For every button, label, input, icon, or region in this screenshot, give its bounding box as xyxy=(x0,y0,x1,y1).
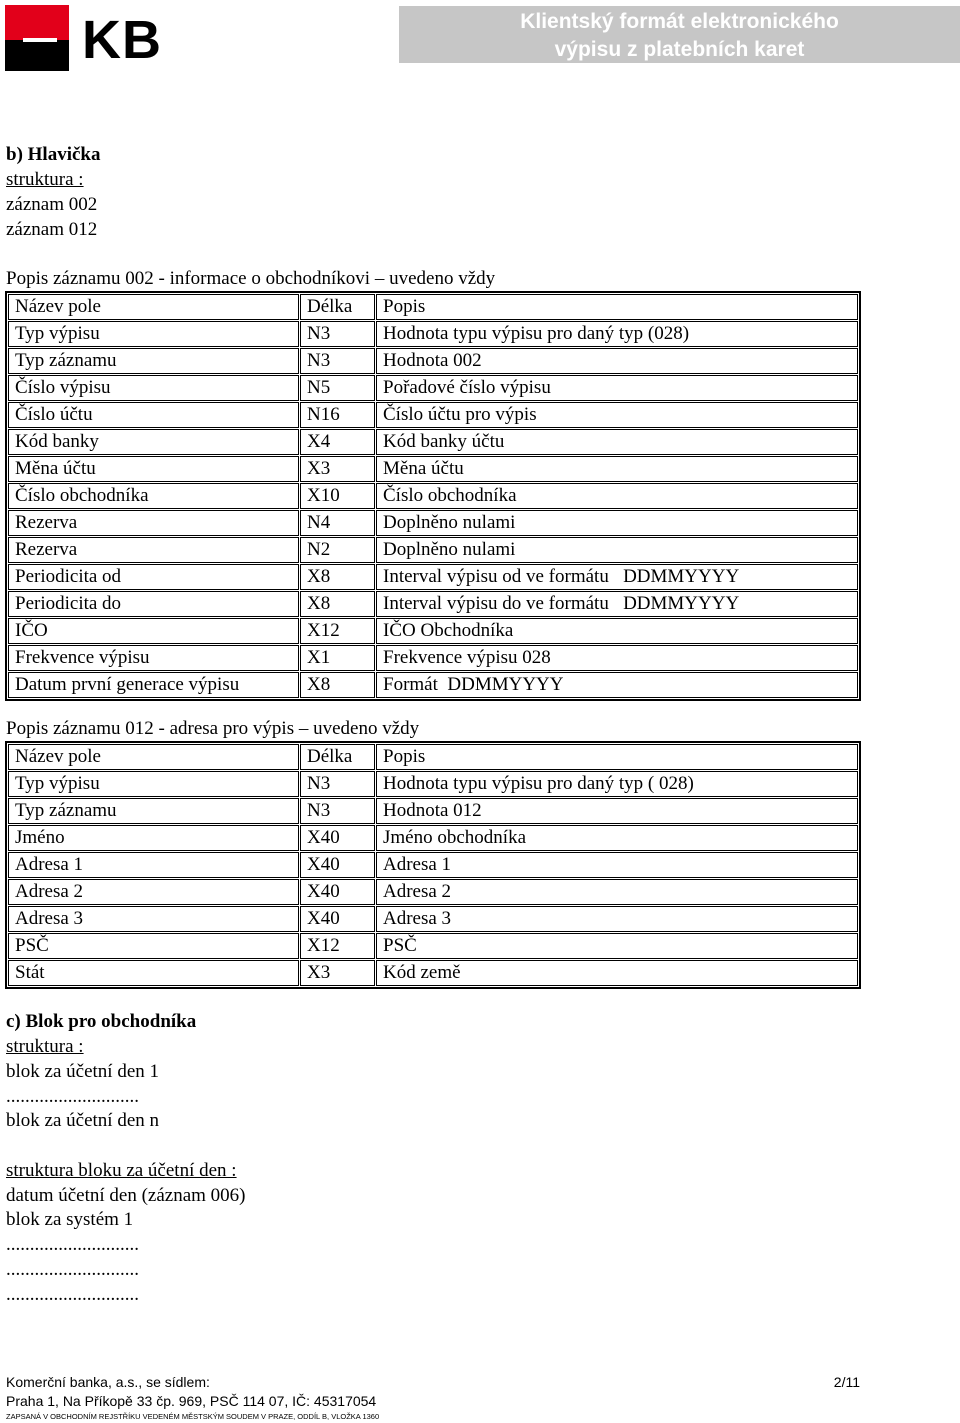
length-cell: X8 xyxy=(300,564,375,590)
length-cell: X3 xyxy=(300,456,375,482)
length-cell: X10 xyxy=(300,483,375,509)
description-cell: Interval výpisu od ve formátu DDMMYYYY xyxy=(376,564,858,590)
table-row xyxy=(8,483,858,509)
description-cell: Formát DDMMYYYY xyxy=(376,672,858,698)
footer-registry: ZAPSANÁ V OBCHODNÍM REJSTŘÍKU VEDENÉM MĚSTSKÝM SOUDEM V PRAZE, ODDÍL B, VLOŽKA 1360 xyxy=(6,1412,380,1421)
footer-address: Praha 1, Na Příkopě 33 čp. 969, PSČ 114 07, IČ: 45317054 xyxy=(6,1393,377,1409)
field-name-cell: PSČ xyxy=(8,933,299,959)
column-header: Název pole xyxy=(8,744,299,770)
description-cell: IČO Obchodníka xyxy=(376,618,858,644)
field-name-cell: Číslo obchodníka xyxy=(8,483,299,509)
description-cell: Jméno obchodníka xyxy=(376,825,858,851)
field-name-cell: Kód banky xyxy=(8,429,299,455)
table-row xyxy=(8,798,858,824)
section-c-title: c) Blok pro obchodníka xyxy=(6,1011,197,1032)
column-header: Název pole xyxy=(8,294,299,320)
length-cell: X40 xyxy=(300,906,375,932)
length-cell: X8 xyxy=(300,591,375,617)
field-name-cell: Typ záznamu xyxy=(8,348,299,374)
logo-red-block xyxy=(5,5,69,40)
field-name-cell: Rezerva xyxy=(8,510,299,536)
description-cell: Číslo obchodníka xyxy=(376,483,858,509)
table-row xyxy=(8,321,858,347)
field-name-cell: Frekvence výpisu xyxy=(8,645,299,671)
length-cell: X40 xyxy=(300,852,375,878)
block-line: blok za účetní den n xyxy=(6,1110,160,1131)
table-row xyxy=(8,906,858,932)
field-name-cell: Periodicita od xyxy=(8,564,299,590)
field-name-cell: Datum první generace výpisu xyxy=(8,672,299,698)
table-row xyxy=(8,852,858,878)
length-cell: X12 xyxy=(300,618,375,644)
length-cell: N5 xyxy=(300,375,375,401)
dots-line: ............................ xyxy=(6,1086,139,1107)
description-cell: Hodnota typu výpisu pro daný typ ( 028) xyxy=(376,771,858,797)
description-cell: Interval výpisu do ve formátu DDMMYYYY xyxy=(376,591,858,617)
length-cell: N16 xyxy=(300,402,375,428)
field-name-cell: Typ záznamu xyxy=(8,798,299,824)
document-title-banner xyxy=(399,6,960,63)
length-cell: X40 xyxy=(300,825,375,851)
description-cell: Hodnota 012 xyxy=(376,798,858,824)
description-cell: Kód země xyxy=(376,960,858,986)
description-cell: Měna účtu xyxy=(376,456,858,482)
column-header: Popis xyxy=(376,744,858,770)
field-name-cell: Adresa 2 xyxy=(8,879,299,905)
table1-caption: Popis záznamu 002 - informace o obchodníkovi – uvedeno vždy xyxy=(6,268,496,289)
column-header: Popis xyxy=(376,294,858,320)
field-name-cell: Typ výpisu xyxy=(8,321,299,347)
page-number: 2/11 xyxy=(833,1374,860,1390)
logo-white-bar xyxy=(23,38,57,42)
table-row xyxy=(8,618,858,644)
length-cell: X3 xyxy=(300,960,375,986)
kb-logo-text: KB xyxy=(82,10,162,70)
table-row xyxy=(8,825,858,851)
table-row xyxy=(8,429,858,455)
length-cell: N2 xyxy=(300,537,375,563)
footer-company: Komerční banka, a.s., se sídlem: xyxy=(6,1374,210,1390)
description-cell: Adresa 3 xyxy=(376,906,858,932)
length-cell: X8 xyxy=(300,672,375,698)
section-b-structure-label: struktura : xyxy=(6,169,84,190)
description-cell: Číslo účtu pro výpis xyxy=(376,402,858,428)
length-cell: X1 xyxy=(300,645,375,671)
block-structure-label: struktura bloku za účetní den : xyxy=(6,1160,237,1181)
table-row xyxy=(8,375,858,401)
table-row xyxy=(8,645,858,671)
length-cell: X40 xyxy=(300,879,375,905)
structure-line: záznam 002 xyxy=(6,194,98,215)
block-line: datum účetní den (záznam 006) xyxy=(6,1185,246,1206)
length-cell: N3 xyxy=(300,348,375,374)
field-name-cell: Typ výpisu xyxy=(8,771,299,797)
length-cell: N4 xyxy=(300,510,375,536)
block-line: blok za účetní den 1 xyxy=(6,1061,160,1082)
table-row xyxy=(8,591,858,617)
description-cell: Frekvence výpisu 028 xyxy=(376,645,858,671)
table-row xyxy=(8,564,858,590)
field-name-cell: IČO xyxy=(8,618,299,644)
table-row xyxy=(8,771,858,797)
length-cell: X12 xyxy=(300,933,375,959)
description-cell: Kód banky účtu xyxy=(376,429,858,455)
length-cell: N3 xyxy=(300,771,375,797)
description-cell: Pořadové číslo výpisu xyxy=(376,375,858,401)
record-002-table xyxy=(5,291,861,701)
table-row xyxy=(8,456,858,482)
description-cell: PSČ xyxy=(376,933,858,959)
table-row xyxy=(8,879,858,905)
field-name-cell: Adresa 1 xyxy=(8,852,299,878)
description-cell: Hodnota typu výpisu pro daný typ (028) xyxy=(376,321,858,347)
table2-caption: Popis záznamu 012 - adresa pro výpis – uvedeno vždy xyxy=(6,718,420,739)
table-row xyxy=(8,933,858,959)
section-b-title: b) Hlavička xyxy=(6,144,101,165)
table-row xyxy=(8,960,858,986)
dots-line: ............................ xyxy=(6,1259,139,1280)
dots-line: ............................ xyxy=(6,1284,139,1305)
kb-logo-mark xyxy=(5,5,69,71)
length-cell: X4 xyxy=(300,429,375,455)
field-name-cell: Stát xyxy=(8,960,299,986)
table-header-row xyxy=(8,744,858,770)
field-name-cell: Periodicita do xyxy=(8,591,299,617)
description-cell: Doplněno nulami xyxy=(376,510,858,536)
description-cell: Adresa 1 xyxy=(376,852,858,878)
field-name-cell: Číslo účtu xyxy=(8,402,299,428)
field-name-cell: Jméno xyxy=(8,825,299,851)
table-row xyxy=(8,348,858,374)
banner-line-1: Klientský formát elektronického xyxy=(520,10,839,33)
dots-line: ............................ xyxy=(6,1234,139,1255)
table-row xyxy=(8,537,858,563)
table-row xyxy=(8,402,858,428)
length-cell: N3 xyxy=(300,798,375,824)
record-012-table xyxy=(5,741,861,989)
field-name-cell: Adresa 3 xyxy=(8,906,299,932)
column-header: Délka xyxy=(300,744,375,770)
banner-line-2: výpisu z platebních karet xyxy=(554,38,805,61)
structure-line: záznam 012 xyxy=(6,219,98,240)
length-cell: N3 xyxy=(300,321,375,347)
description-cell: Adresa 2 xyxy=(376,879,858,905)
table-header-row xyxy=(8,294,858,320)
logo-black-block xyxy=(5,40,69,71)
table-row xyxy=(8,672,858,698)
table-row xyxy=(8,510,858,536)
field-name-cell: Číslo výpisu xyxy=(8,375,299,401)
block-line: blok za systém 1 xyxy=(6,1209,134,1230)
field-name-cell: Rezerva xyxy=(8,537,299,563)
description-cell: Hodnota 002 xyxy=(376,348,858,374)
description-cell: Doplněno nulami xyxy=(376,537,858,563)
section-c-structure-label: struktura : xyxy=(6,1036,84,1057)
column-header: Délka xyxy=(300,294,375,320)
field-name-cell: Měna účtu xyxy=(8,456,299,482)
